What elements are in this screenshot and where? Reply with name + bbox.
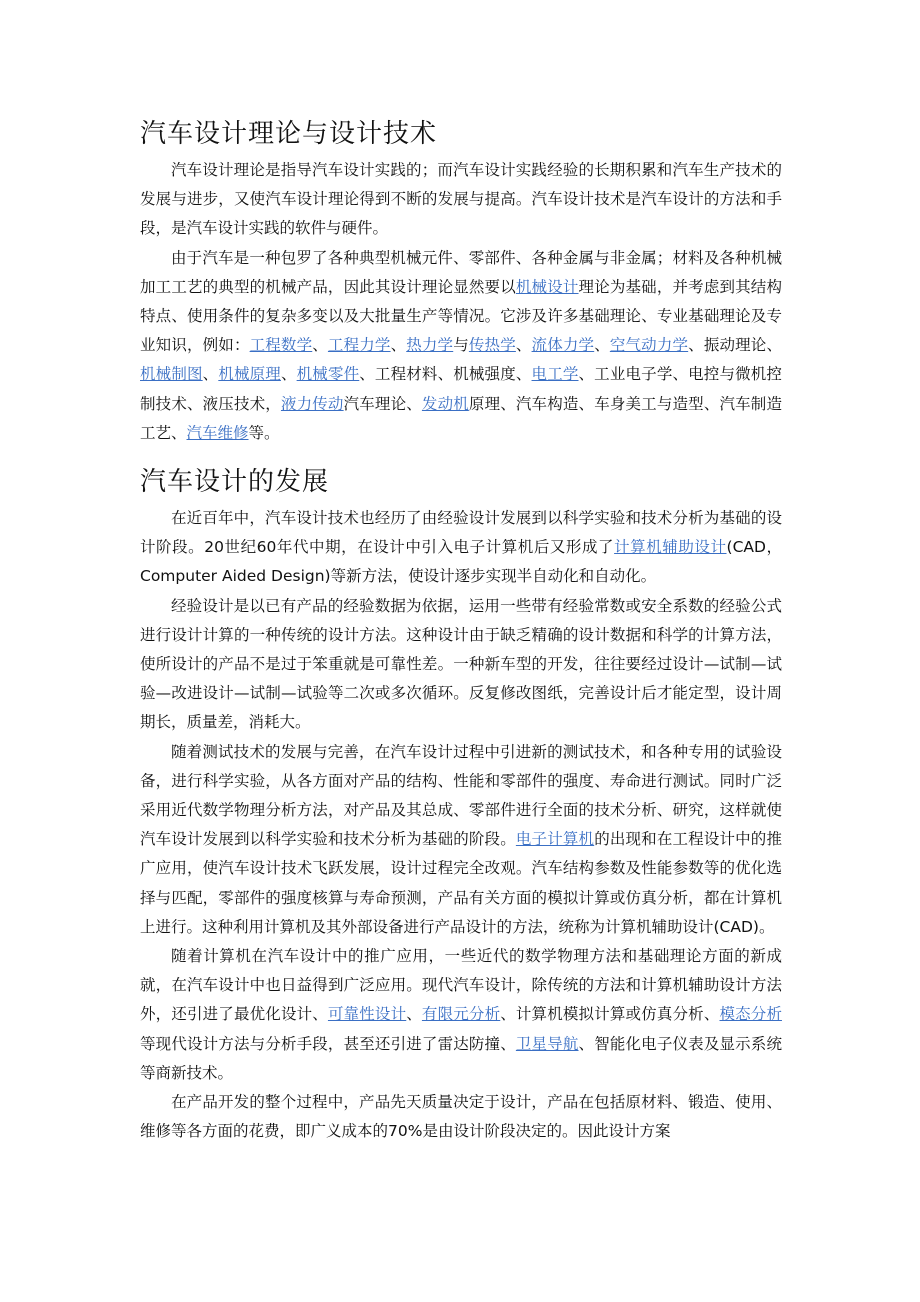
text-run: 、工业电子学、电控与微机控制技术、液压技术， xyxy=(140,365,782,413)
paragraph-theory-1 xyxy=(140,156,782,244)
hyperlink[interactable]: 电工学 xyxy=(531,365,579,384)
text-run: 等。 xyxy=(248,423,280,442)
text-run: 、振动理论、 xyxy=(688,336,782,355)
section-heading-development: 汽车设计的发展 xyxy=(140,467,330,498)
hyperlink[interactable]: 机械原理 xyxy=(218,365,281,384)
text-run: 、 xyxy=(390,336,407,355)
hyperlink[interactable]: 有限元分析 xyxy=(421,1005,501,1024)
paragraph-development-3 xyxy=(140,738,782,942)
text-run: 等现代设计方法与分析手段，甚至还引进了雷达防撞、 xyxy=(140,1034,516,1053)
text-run: (CAD，Computer Aided Design)等新方法，使设计逐步实现半自动化和自动化。 xyxy=(140,538,782,586)
text-run: 的出现和在工程设计中的推广应用，使汽车设计技术飞跃发展，设计过程完全改观。汽车结构参数及性能参数等的优化选择与匹配，零部件的强度核算与寿命预测，产品有关方面的模拟计算或仿真分析，都在计算机上进行。这种利用计算机及其外部设备进行产品设计的方法，统称为计算机辅助设计(CAD)。 xyxy=(140,830,782,936)
hyperlink[interactable]: 空气动力学 xyxy=(609,336,689,355)
hyperlink[interactable]: 传热学 xyxy=(468,336,516,355)
text-run: 由于汽车是一种包罗了各种典型机械元件、零部件、各种金属与非金属；材料及各种机械加工工艺的典型的机械产品，因此其设计理论显然要以 xyxy=(140,248,782,296)
hyperlink[interactable]: 液力传动 xyxy=(280,394,344,413)
text-run: 、工程材料、机械强度、 xyxy=(359,365,532,384)
document-page xyxy=(140,112,782,1147)
paragraph-theory-2 xyxy=(140,244,782,448)
hyperlink[interactable]: 模态分析 xyxy=(719,1005,782,1024)
hyperlink[interactable]: 工程数学 xyxy=(249,336,313,355)
paragraph-development-4 xyxy=(140,942,782,1088)
paragraph-development-2 xyxy=(140,592,782,738)
text-run: 理论为基础，并考虑到其结构特点、使用条件的复杂多变以及大批量生产等情况。它涉及许多基础理论、专业基础理论及专业知识，例如： xyxy=(140,277,782,355)
text-run: 、智能化电子仪表及显示系统等商新技术。 xyxy=(140,1034,782,1082)
hyperlink[interactable]: 发动机 xyxy=(421,394,469,413)
text-run: 、 xyxy=(280,365,297,384)
hyperlink[interactable]: 计算机辅助设计 xyxy=(614,538,727,557)
text-run: 随着计算机在汽车设计中的推广应用，一些近代的数学物理方法和基础理论方面的新成就，在汽车设计中也日益得到广泛应用。现代汽车设计，除传统的方法和计算机辅助设计方法外，还引进了最优化设计、 xyxy=(140,947,782,1024)
text-run: 随着测试技术的发展与完善，在汽车设计过程中引进新的测试技术，和各种专用的试验设备，进行科学实验，从各方面对产品的结构、性能和零部件的强度、寿命进行测试。同时广泛采用近代数学物理分析方法，对产品及其总成、零部件进行全面的技术分析、研究，这样就使汽车设计发展到以科学实验和技术分析为基础的阶段。 xyxy=(140,742,782,849)
paragraph-development-1 xyxy=(140,504,782,592)
section-heading-theory: 汽车设计理论与设计技术 xyxy=(140,119,438,149)
hyperlink[interactable]: 机械零件 xyxy=(296,365,360,384)
text-run: 经验设计是以已有产品的经验数据为依据，运用一些带有经验常数或安全系数的经验公式进行设计计算的一种传统的设计方法。这种设计由于缺乏精确的设计数据和科学的计算方法，使所设计的产品不是过于笨重就是可靠性差。一种新车型的开发，往往要经过设计—试制—试验—改进设计—试制—试验等二次或多次循环。反复修改图纸，完善设计后才能定型，设计周期长，质量差，消耗大。 xyxy=(140,596,782,732)
hyperlink[interactable]: 工程力学 xyxy=(327,336,391,355)
text-run: 与 xyxy=(453,336,469,355)
paragraph-development-5 xyxy=(140,1088,782,1146)
text-run: 原理、汽车构造、车身美工与造型、汽车制造工艺、 xyxy=(140,394,782,442)
hyperlink[interactable]: 机械制图 xyxy=(140,365,203,384)
hyperlink[interactable]: 可靠性设计 xyxy=(327,1005,407,1024)
text-run: 、 xyxy=(515,336,532,355)
hyperlink[interactable]: 机械设计 xyxy=(515,277,579,296)
text-run: 、 xyxy=(202,365,219,384)
hyperlink[interactable]: 汽车维修 xyxy=(186,423,249,442)
text-run: 汽车设计理论是指导汽车设计实践的；而汽车设计实践经验的长期积累和汽车生产技术的发展与进步，又使汽车设计理论得到不断的发展与提高。汽车设计技术是汽车设计的方法和手段，是汽车设计实践的软件与硬件。 xyxy=(140,161,782,238)
hyperlink[interactable]: 热力学 xyxy=(406,336,454,355)
text-run: 在产品开发的整个过程中，产品先天质量决定于设计，产品在包括原材料、锻造、使用、维修等各方面的花费，即广义成本的70%是由设计阶段决定的。因此设计方案 xyxy=(140,1093,782,1141)
hyperlink[interactable]: 电子计算机 xyxy=(515,830,595,849)
text-run: 在近百年中，汽车设计技术也经历了由经验设计发展到以科学实验和技术分析为基础的设计阶段。20世纪60年代中期，在设计中引入电子计算机后又形成了 xyxy=(140,509,782,557)
text-run: 、 xyxy=(406,1005,422,1024)
text-run: 、计算机模拟计算或仿真分析、 xyxy=(500,1005,720,1024)
hyperlink[interactable]: 流体力学 xyxy=(531,336,595,355)
text-run: 、 xyxy=(312,336,328,355)
hyperlink[interactable]: 卫星导航 xyxy=(515,1034,579,1053)
text-run: 汽车理论、 xyxy=(343,394,422,413)
text-run: 、 xyxy=(594,336,610,355)
